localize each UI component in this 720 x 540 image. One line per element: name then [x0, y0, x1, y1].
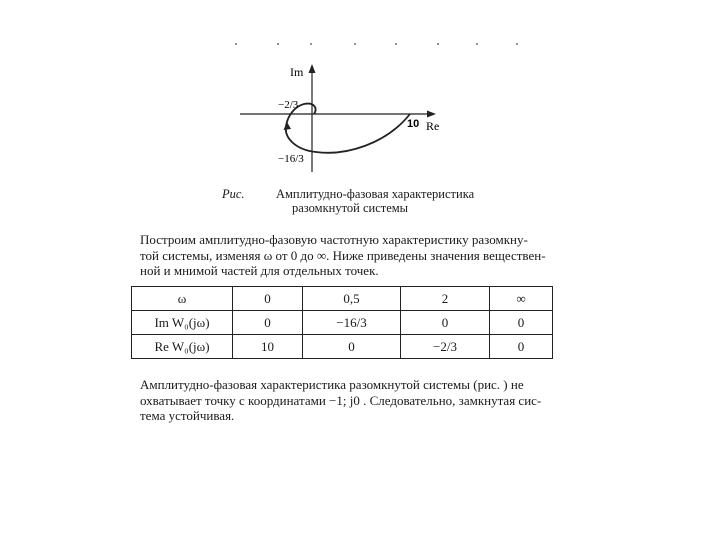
table-cell: ω — [132, 287, 233, 311]
paragraph-2 — [140, 377, 585, 424]
afc-curve — [286, 104, 410, 153]
caption-line-1: Амплитудно-фазовая характеристика — [276, 187, 475, 201]
table-cell: 0 — [233, 311, 303, 335]
table-cell: 2 — [401, 287, 490, 311]
table-cell: ∞ — [490, 287, 553, 311]
table-cell: −16/3 — [303, 311, 401, 335]
table-cell: 0 — [490, 311, 553, 335]
caption-label: Рис. — [222, 187, 245, 201]
table-cell: 0 — [401, 311, 490, 335]
paragraph-2-line-3: тема устойчивая. — [140, 408, 235, 423]
table-cell: 10 — [233, 335, 303, 359]
table-row — [132, 287, 553, 311]
label-10: 10 — [407, 118, 420, 130]
caption-line-2: разомкнутой системы — [292, 201, 409, 215]
table-cell: 0,5 — [303, 287, 401, 311]
paragraph-1-line-1: Построим амплитудно-фазовую частотную характеристику разомкну- — [140, 232, 528, 247]
label-minus-2-3: −2/3 — [278, 99, 299, 111]
paragraph-1-line-3: ной и мнимой частей для отдельных точек. — [140, 263, 379, 278]
table-cell: Im W₀(jω) — [132, 311, 233, 335]
im-axis-arrow — [309, 64, 316, 73]
table-row — [132, 311, 553, 335]
table-cell: Re W₀(jω) — [132, 335, 233, 359]
paragraph-2-line-2: охватывает точку с координатами −1; j0 . Следовательно, замкнутая сис- — [140, 392, 542, 408]
re-axis-arrow — [427, 111, 436, 118]
table-cell: 0 — [303, 335, 401, 359]
values-table — [131, 286, 553, 359]
re-axis-label: Re — [426, 119, 440, 133]
paragraph-1 — [140, 232, 585, 279]
table-cell: 0 — [233, 287, 303, 311]
nyquist-plot — [236, 62, 456, 174]
paragraph-2-line-1: Амплитудно-фазовая характеристика разомкнутой системы (рис. ) не — [140, 377, 524, 392]
table-row — [132, 335, 553, 359]
curve-direction-arrow — [284, 122, 292, 130]
im-axis-label: Im — [290, 65, 304, 79]
dotted-header-line — [233, 41, 523, 47]
paragraph-1-line-2: той системы, изменяя ω от 0 до ∞. Ниже приведены значения веществен- — [140, 247, 546, 263]
table-cell: −2/3 — [401, 335, 490, 359]
table-cell: 0 — [490, 335, 553, 359]
label-minus-16-3: −16/3 — [278, 153, 304, 165]
